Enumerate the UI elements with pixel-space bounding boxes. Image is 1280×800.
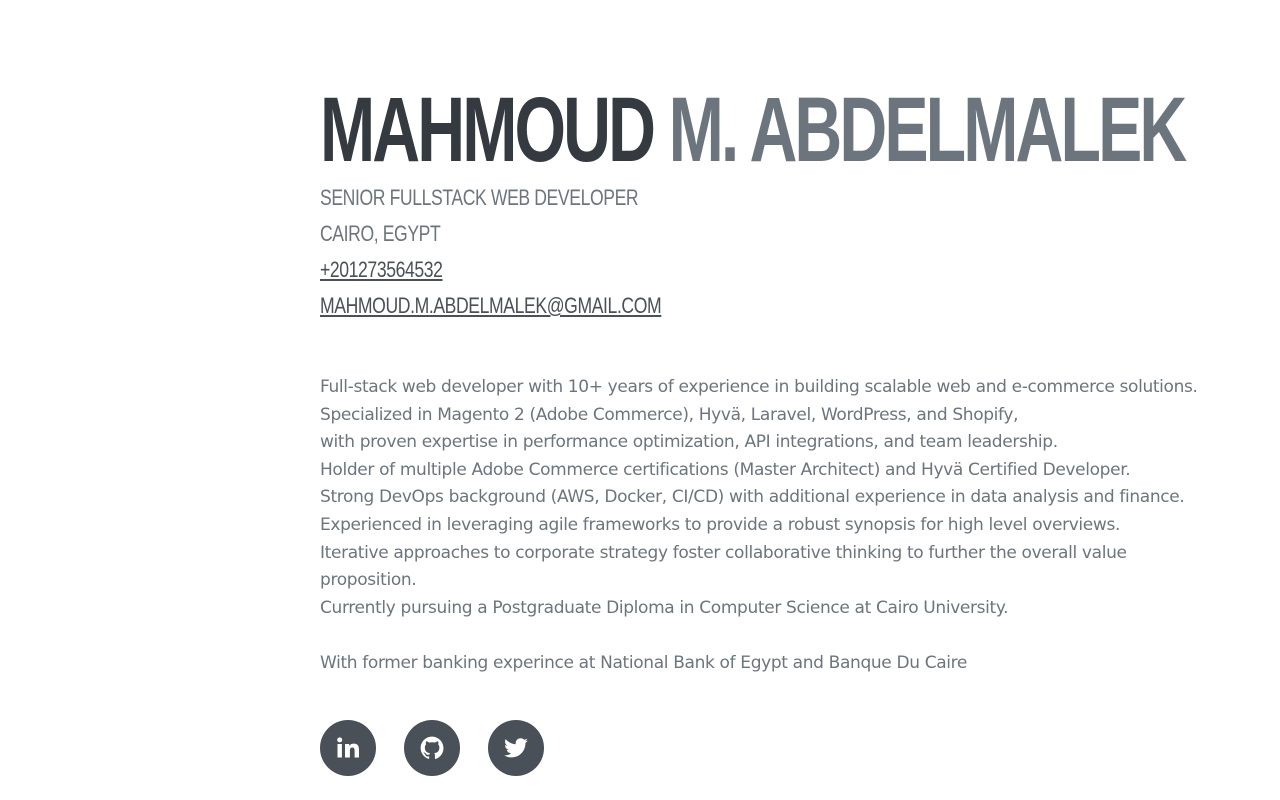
location: CAIRO, EGYPT [320,221,441,246]
about-section [320,78,1260,678]
twitter-icon [503,735,529,761]
bio-line: with proven expertise in performance optimization, API integrations, and team leadership. [320,432,1058,453]
bio-line: Specialized in Magento 2 (Adobe Commerce), Hyvä, Laravel, WordPress, and Shopify, [320,404,1019,425]
bio-line: Experienced in leveraging agile frameworks to provide a robust synopsis for high level overviews. [320,514,1121,535]
bio [320,374,1260,678]
github-button[interactable] [404,720,460,776]
bio-spacer [320,622,1260,650]
page-title [320,78,1185,182]
twitter-button[interactable] [488,720,544,776]
job-title: SENIOR FULLSTACK WEB DEVELOPER [320,185,639,210]
linkedin-icon [336,736,360,760]
bio-line: Holder of multiple Adobe Commerce certifications (Master Architect) and Hyvä Certified Developer. [320,459,1131,480]
linkedin-button[interactable] [320,720,376,776]
bio-line: Strong DevOps background (AWS, Docker, CI/CD) with additional experience in data analysis and finance. [320,487,1185,508]
bio-line: Full-stack web developer with 10+ years of experience in building scalable web and e-commerce solutions. [320,377,1198,397]
github-icon [419,735,445,761]
social-icons [320,720,544,776]
email-link[interactable]: MAHMOUD.M.ABDELMALEK@GMAIL.COM [320,293,662,318]
last-name: M. ABDELMALEK [668,79,1185,181]
bio-line: Currently pursuing a Postgraduate Diploma in Computer Science at Cairo University. [320,597,1009,618]
phone-row [320,252,1072,288]
first-name: MAHMOUD [320,79,654,181]
phone-link[interactable]: +201273564532 [320,257,443,282]
banking-experience: With former banking experince at National Bank of Egypt and Banque Du Caire [320,652,968,673]
bio-line: Iterative approaches to corporate strategy foster collaborative thinking to further the overall value proposition. [320,542,1127,591]
email-row [320,288,1072,324]
